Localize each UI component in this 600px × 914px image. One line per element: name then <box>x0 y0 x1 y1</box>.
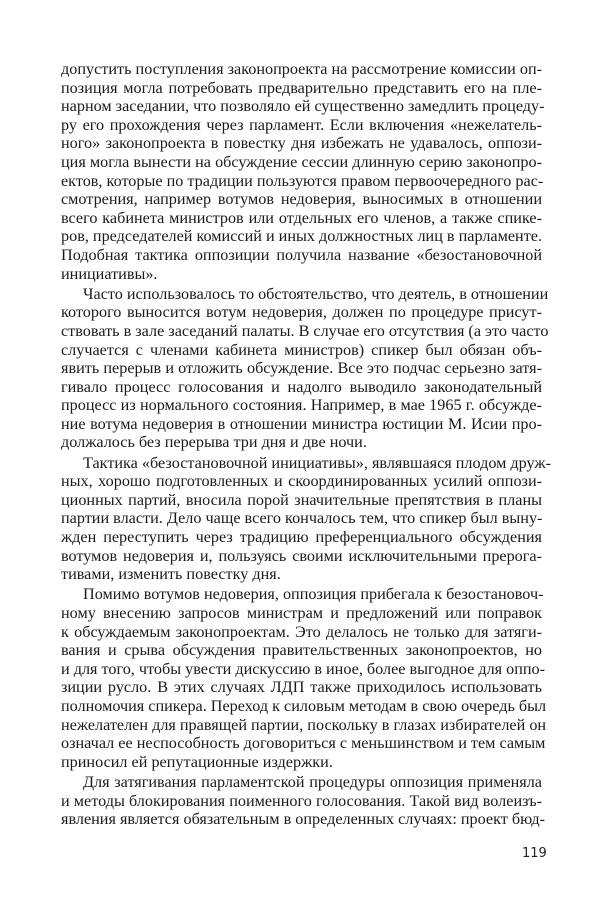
text-line: должалось без перерыва три дня и две ночи. <box>61 433 367 452</box>
page-number: 119 <box>522 846 547 861</box>
text-line: вотумов недоверия и, пользуясь своими исключительными прерога- <box>61 546 542 565</box>
text-line: и методы блокирования поименного голосования. Такой вид волеизъ- <box>61 791 542 810</box>
text-line: Тактика «безостановочной инициативы», являвшаяся плодом друж- <box>83 453 552 472</box>
text-line: нарном заседании, что позволяло ей существенно замедлить процеду- <box>61 97 545 116</box>
text-line: и для того, чтобы увести дискуссию в иное, более выгодное для оппо- <box>61 659 546 678</box>
paragraph <box>61 453 552 584</box>
text-line: вания и срыва обсуждения правительственных законопроектов, но <box>61 641 542 660</box>
text-line: случается с членами кабинета министров) спикер был обязан объ- <box>61 340 542 359</box>
text-line: ние вотума недоверия в отношении министра юстиции М. Исии про- <box>61 414 542 433</box>
text-line: жден переступить через традицию преференциального обсуждения <box>61 528 542 547</box>
text-line: ствовать в зале заседаний палаты. В случае его отсутствия (а это часто <box>61 321 549 340</box>
text-line: которого выносится вотум недоверия, должен по процедуре присут- <box>61 303 542 322</box>
text-line: ров, председателей комиссий и иных должностных лиц в парламенте. <box>61 227 543 246</box>
paragraph <box>61 585 547 771</box>
text-line: всего кабинета министров или отдельных его членов, а также спике- <box>61 208 542 227</box>
text-line: явления является обязательным в определенных случаях: проект бюд- <box>61 810 546 829</box>
text-line: зиции русло. В этих случаях ЛДП также приходилось использовать <box>61 678 542 697</box>
text-line: позиция могла потребовать предварительно представить его на пле- <box>61 78 542 97</box>
text-line: Часто использовалось то обстоятельство, что деятель, в отношении <box>83 284 549 303</box>
text-line: приносил ей репутационные издержки. <box>61 752 333 771</box>
text-line: ция могла вынести на обсуждение сессии длинную серию законопро- <box>61 152 542 171</box>
text-line: смотрения, например вотумов недоверия, выносимых в отношении <box>61 190 542 209</box>
text-line: Подобная тактика оппозиции получила название «безостановочной <box>61 245 542 264</box>
paragraph <box>61 772 546 829</box>
text-line: ру его прохождения через парламент. Если включения «нежелатель- <box>61 115 542 134</box>
text-line: полномочия спикера. Переход к силовым методам в свою очередь был <box>61 696 547 715</box>
text-line: тивами, изменить повестку дня. <box>61 565 281 584</box>
text-line: к обсуждаемым законопроектам. Это делалось не только для затяги- <box>61 622 542 641</box>
text-line: явить перерыв и отложить обсуждение. Все это подчас серьезно затя- <box>61 359 542 378</box>
paragraph <box>61 284 549 452</box>
text-line: партии власти. Дело чаще всего кончалось тем, что спикер был выну- <box>61 509 543 528</box>
text-line: процесс из нормального состояния. Например, в мае 1965 г. обсужде- <box>61 396 542 415</box>
text-line: допустить поступления законопроекта на рассмотрение комиссии оп- <box>61 60 542 78</box>
text-line: ционных партий, вносила порой значительные препятствия в планы <box>61 490 542 509</box>
text-line: ектов, которые по традиции пользуются правом первоочередного рас- <box>61 171 544 190</box>
text-line: ного» законопроекта в повестку дня избежать не удавалось, оппози- <box>61 134 542 153</box>
page-body <box>61 60 552 829</box>
text-line: Для затягивания парламентской процедуры оппозиция применяла <box>83 772 542 791</box>
paragraph <box>61 60 545 283</box>
text-line: Помимо вотумов недоверия, оппозиция прибегала к безостановоч- <box>83 585 544 604</box>
text-line: ных, хорошо подготовленных и скоординированных усилий оппози- <box>61 472 542 491</box>
text-line: гивало процесс голосования и надолго выводило законодательный <box>61 377 542 396</box>
text-line: ному внесению запросов министрам и предложений или поправок <box>61 604 542 622</box>
text-line: инициативы». <box>61 264 158 283</box>
text-line: нежелателен для правящей партии, поскольку в глазах избирателей он <box>61 715 547 734</box>
text-line: означал ее неспособность договориться с меньшинством и тем самым <box>61 734 546 753</box>
